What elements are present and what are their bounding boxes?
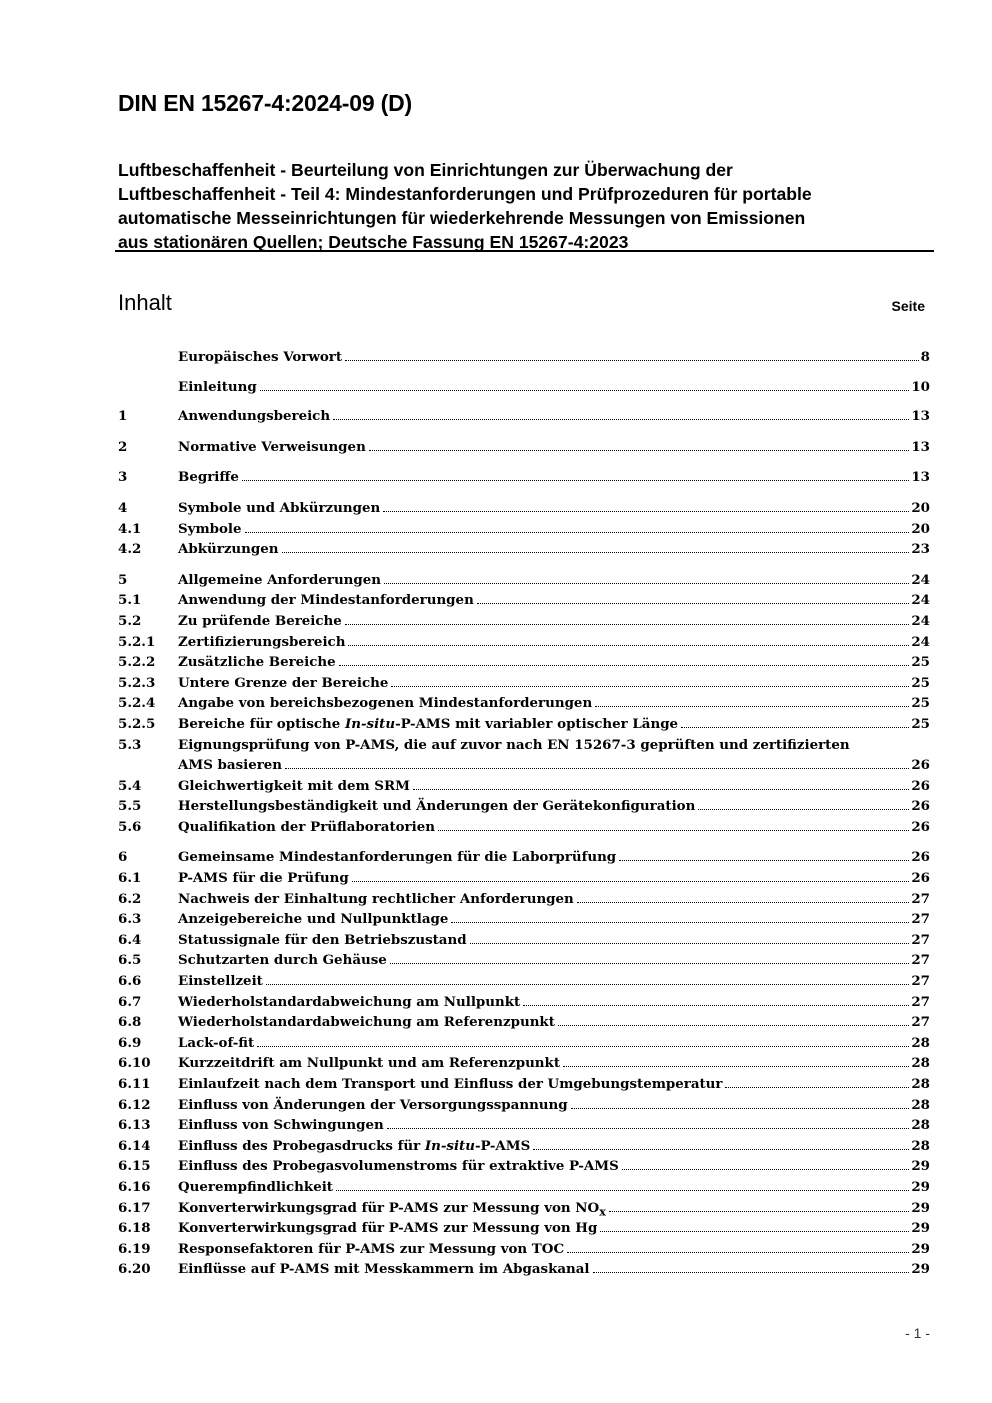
toc-entry-title xyxy=(178,1136,530,1157)
toc-entry[interactable] xyxy=(118,406,930,427)
toc-entry[interactable] xyxy=(118,930,930,951)
toc-entry-number: 6.14 xyxy=(118,1137,151,1154)
toc-leader-dots xyxy=(387,1115,910,1129)
toc-entry[interactable] xyxy=(118,498,930,519)
toc-leader-dots xyxy=(348,632,909,646)
toc-entry-page: 27 xyxy=(911,931,930,948)
toc-entry[interactable] xyxy=(118,693,930,714)
toc-entry-title: Schutzarten durch Gehäuse xyxy=(178,952,387,969)
toc-entry[interactable] xyxy=(118,992,930,1013)
toc-title-italic: In-situ xyxy=(424,1137,475,1154)
toc-entry-page: 8 xyxy=(920,349,930,365)
toc-entry[interactable] xyxy=(118,632,930,653)
toc-leader-dots xyxy=(339,652,910,666)
toc-leader-dots xyxy=(245,519,910,533)
toc-entry-title: Einstellzeit xyxy=(178,973,263,990)
toc-entry-title: Zertifizierungsbereich xyxy=(178,633,346,650)
toc-entry[interactable] xyxy=(118,673,930,694)
toc-entry-page: 26 xyxy=(911,798,930,815)
document-subtitle xyxy=(118,158,933,254)
toc-entry-number: 6.15 xyxy=(118,1158,151,1175)
toc-entry-title: Anwendung der Mindestanforderungen xyxy=(178,592,474,609)
toc-entry[interactable] xyxy=(118,1012,930,1033)
toc-leader-dots xyxy=(698,796,909,810)
toc-entry-title: Begriffe xyxy=(178,469,239,486)
toc-entry-number: 6.17 xyxy=(118,1199,151,1216)
toc-heading: Inhalt xyxy=(118,290,172,315)
toc-leader-dots xyxy=(282,539,910,553)
toc-leader-dots xyxy=(567,1239,909,1253)
toc-entry-page: 24 xyxy=(911,633,930,650)
toc-entry-page: 27 xyxy=(911,952,930,969)
toc-entry-title: Anwendungsbereich xyxy=(178,408,331,425)
toc-leader-dots xyxy=(242,467,910,481)
toc-entry-page: 28 xyxy=(911,1055,930,1072)
toc-entry-title: Symbole xyxy=(178,520,242,537)
toc-leader-dots xyxy=(477,590,910,604)
toc-entry-page: 25 xyxy=(911,674,930,691)
toc-entry-title: Lack-of-fit xyxy=(178,1034,255,1051)
toc-entry-title: Einfluss von Schwingungen xyxy=(178,1117,384,1134)
toc-leader-dots xyxy=(563,1053,909,1067)
toc-entry-page: 28 xyxy=(911,1137,930,1154)
toc-entry-page: 28 xyxy=(911,1096,930,1113)
toc-leader-dots xyxy=(470,930,910,944)
toc-entry-page: 24 xyxy=(911,571,930,588)
toc-entry-page: 29 xyxy=(911,1178,930,1195)
toc-entry-number: 6.9 xyxy=(118,1034,142,1051)
toc-entry-number: 6.10 xyxy=(118,1055,151,1072)
toc-leader-dots xyxy=(260,377,910,391)
toc-leader-dots xyxy=(622,1156,910,1170)
toc-entry-title: Symbole und Abkürzungen xyxy=(178,499,381,516)
toc-leader-dots xyxy=(413,776,909,790)
toc-entry-number: 6.12 xyxy=(118,1096,151,1113)
toc-entry-page: 23 xyxy=(911,541,930,558)
toc-leader-dots xyxy=(609,1198,910,1212)
toc-leader-dots xyxy=(595,693,909,707)
toc-entry[interactable] xyxy=(118,437,930,458)
toc-entry-title: Konverterwirkungsgrad für P-AMS zur Messung von Hg xyxy=(178,1220,598,1237)
toc-entry-page: 27 xyxy=(911,890,930,907)
toc-entry-number: 5.2.5 xyxy=(118,715,156,732)
toc-entry-page: 25 xyxy=(911,695,930,712)
toc-entry-title: Gemeinsame Mindestanforderungen für die Laborprüfung xyxy=(178,849,617,866)
toc-entry-page: 27 xyxy=(911,993,930,1010)
subtitle-line: aus stationären Quellen; Deutsche Fassung EN 15267-4:2023 xyxy=(118,232,629,252)
toc-entry[interactable] xyxy=(118,1177,930,1198)
toc-leader-dots xyxy=(384,570,909,584)
toc-entry-page: 20 xyxy=(911,499,930,516)
toc-entry-title: P-AMS für die Prüfung xyxy=(178,870,349,887)
toc-entry-title: Qualifikation der Prüflaboratorien xyxy=(178,818,435,835)
toc-entry-title: Zusätzliche Bereiche xyxy=(178,654,336,671)
toc-entry-page: 29 xyxy=(911,1220,930,1237)
toc-entry-title: Angabe von bereichsbezogenen Mindestanforderungen xyxy=(178,695,593,712)
toc-leader-dots xyxy=(571,1095,910,1109)
toc-entry-number: 5.2.4 xyxy=(118,695,156,712)
toc-entry-number: 5.3 xyxy=(118,736,142,753)
toc-entry-number: 6.18 xyxy=(118,1220,151,1237)
toc-entry-page: 29 xyxy=(911,1199,930,1216)
toc-leader-dots xyxy=(391,673,909,687)
toc-entry[interactable] xyxy=(118,1156,930,1177)
toc-entry[interactable] xyxy=(118,868,930,889)
toc-entry-number: 6.5 xyxy=(118,952,142,969)
toc-entry-page: 27 xyxy=(911,973,930,990)
toc-page-column-label: Seite xyxy=(891,298,925,314)
toc-entry-page: 26 xyxy=(911,849,930,866)
toc-entry[interactable] xyxy=(118,347,930,368)
toc-entry[interactable] xyxy=(118,714,930,735)
toc-entry-page: 25 xyxy=(911,715,930,732)
toc-entry-page: 13 xyxy=(911,438,930,455)
toc-entry-page: 29 xyxy=(911,1240,930,1257)
toc-entry[interactable] xyxy=(118,377,930,398)
page-number: - 1 - xyxy=(905,1325,930,1341)
toc-entry[interactable] xyxy=(118,909,930,930)
toc-leader-dots xyxy=(619,847,909,861)
subtitle-line: Luftbeschaffenheit - Teil 4: Mindestanforderungen und Prüfprozeduren für portable xyxy=(118,184,812,204)
toc-entry-number: 5 xyxy=(118,571,128,588)
toc-title-subscript: x xyxy=(599,1205,606,1219)
toc-entry-title: Einfluss von Änderungen der Versorgungsspannung xyxy=(178,1096,568,1113)
toc-entry-number: 5.4 xyxy=(118,777,142,794)
toc-entry-number: 6.16 xyxy=(118,1178,151,1195)
toc-entry-number: 5.6 xyxy=(118,818,142,835)
toc-entry-page: 26 xyxy=(911,777,930,794)
toc-entry-number: 6.13 xyxy=(118,1117,151,1134)
toc-entry-number: 6.11 xyxy=(118,1076,151,1092)
toc-entry-page: 13 xyxy=(911,408,930,425)
toc-entry[interactable] xyxy=(118,971,930,992)
toc-entry-page: 28 xyxy=(911,1117,930,1134)
toc-entry-number: 4.2 xyxy=(118,541,142,558)
toc-entry-page: 28 xyxy=(911,1034,930,1051)
toc-entry[interactable] xyxy=(118,1095,930,1116)
toc-entry-number: 3 xyxy=(118,469,128,486)
toc-entry[interactable] xyxy=(118,467,930,488)
toc-entry-page: 20 xyxy=(911,520,930,537)
toc-entry-page: 27 xyxy=(911,1014,930,1031)
toc-entry-number: 5.2 xyxy=(118,612,142,629)
toc-entry-title: Einleitung xyxy=(178,378,257,395)
toc-leader-dots xyxy=(345,347,919,361)
toc-entry[interactable] xyxy=(118,1053,930,1074)
document-title: DIN EN 15267-4:2024-09 (D) xyxy=(118,90,412,116)
toc-entry-page: 24 xyxy=(911,612,930,629)
toc-entry-title: Europäisches Vorwort xyxy=(178,349,343,365)
toc-entry[interactable] xyxy=(118,570,930,591)
toc-entry[interactable] xyxy=(118,950,930,971)
toc-leader-dots xyxy=(390,950,910,964)
toc-entry-number: 5.1 xyxy=(118,592,142,609)
toc-entry[interactable] xyxy=(118,539,930,560)
toc-leader-dots xyxy=(257,1033,909,1047)
toc-entry-number: 5.2.2 xyxy=(118,654,156,671)
toc-title-part: -P-AMS xyxy=(474,1137,531,1154)
toc-entry-title: Zu prüfende Bereiche xyxy=(178,612,342,629)
toc-entry-number: 6.7 xyxy=(118,993,142,1010)
toc-entry-page: 29 xyxy=(911,1158,930,1175)
toc-entry-page: 26 xyxy=(911,818,930,835)
toc-entry[interactable] xyxy=(118,847,930,868)
toc-entry[interactable] xyxy=(118,1136,930,1157)
toc-entry-number: 1 xyxy=(118,408,128,425)
toc-entry-title: Eignungsprüfung von P-AMS, die auf zuvor nach EN 15267-3 geprüften und zertifizierten xyxy=(178,736,850,753)
toc-entry[interactable] xyxy=(118,889,930,910)
toc-entry-number: 5.2.1 xyxy=(118,633,156,650)
toc-entry-number: 5.5 xyxy=(118,798,142,815)
toc-entry[interactable] xyxy=(118,1115,930,1136)
toc-entry-title: Gleichwertigkeit mit dem SRM xyxy=(178,777,410,794)
toc-leader-dots xyxy=(577,889,910,903)
title-divider xyxy=(115,250,934,252)
toc-entry-title: Querempfindlichkeit xyxy=(178,1178,333,1195)
toc-entry-page: 13 xyxy=(911,469,930,486)
toc-title-italic: In-situ xyxy=(344,715,396,732)
toc-entry-title xyxy=(178,714,678,735)
toc-title-part: Einfluss des Probegasdrucks für xyxy=(178,1137,425,1154)
toc-entry-title: Statussignale für den Betriebszustand xyxy=(178,931,467,948)
toc-entry-title: Normative Verweisungen xyxy=(178,438,366,455)
toc-entry-page: 10 xyxy=(911,378,930,395)
toc-entry-number: 6.4 xyxy=(118,931,142,948)
toc-entry-page: 26 xyxy=(911,870,930,887)
toc-title-part: Konverterwirkungsgrad für P-AMS zur Messung von NO xyxy=(178,1199,600,1216)
toc-leader-dots xyxy=(336,1177,909,1191)
toc-leader-dots xyxy=(558,1012,909,1026)
toc-leader-dots xyxy=(533,1136,909,1150)
toc-entry-title: Wiederholstandardabweichung am Nullpunkt xyxy=(178,993,521,1010)
toc-entry-title: Anzeigebereiche und Nullpunktlage xyxy=(178,911,449,928)
toc-title-part: Bereiche für optische xyxy=(178,715,345,732)
toc-entry-title: Einlaufzeit nach dem Transport und Einfluss der Umgebungstemperatur xyxy=(178,1076,723,1092)
toc-entry-page: 24 xyxy=(911,592,930,609)
toc-entry-number: 4.1 xyxy=(118,520,142,537)
toc-entry-page: 28 xyxy=(911,1076,930,1092)
toc-entry-title-continued: AMS basieren xyxy=(178,757,283,774)
toc-entry[interactable] xyxy=(118,611,930,632)
toc-leader-dots xyxy=(333,406,909,420)
toc-entry-number: 4 xyxy=(118,499,128,516)
toc-leader-dots xyxy=(438,817,909,831)
toc-entry[interactable] xyxy=(118,652,930,673)
toc-entry-number: 5.2.3 xyxy=(118,674,156,691)
toc-leader-dots xyxy=(593,1259,910,1273)
toc-entry-number: 6 xyxy=(118,849,128,866)
subtitle-line: automatische Messeinrichtungen für wiederkehrende Messungen von Emissionen xyxy=(118,208,806,228)
toc-entry[interactable] xyxy=(118,1218,930,1239)
toc-entry-number: 6.8 xyxy=(118,1014,142,1031)
toc-leader-dots xyxy=(345,611,910,625)
toc-leader-dots xyxy=(369,437,910,451)
toc-entry-page: 25 xyxy=(911,654,930,671)
toc-entry-number: 2 xyxy=(118,438,128,455)
toc-entry-title: Untere Grenze der Bereiche xyxy=(178,674,389,691)
toc-title-part: -P-AMS mit variabler optischer Länge xyxy=(395,715,679,732)
toc-entry-number: 6.2 xyxy=(118,890,142,907)
toc-entry[interactable] xyxy=(118,735,930,776)
toc-entry[interactable] xyxy=(118,796,930,817)
toc-entry-title: Wiederholstandardabweichung am Referenzpunkt xyxy=(178,1014,555,1031)
toc-entry-page: 27 xyxy=(911,911,930,928)
toc-entry-title: Kurzzeitdrift am Nullpunkt und am Referenzpunkt xyxy=(178,1055,561,1072)
toc-entry[interactable] xyxy=(118,1239,930,1260)
toc-leader-dots xyxy=(681,714,909,728)
toc-entry-number: 6.6 xyxy=(118,973,142,990)
toc-entry-title: Allgemeine Anforderungen xyxy=(178,571,382,588)
toc-leader-dots xyxy=(383,498,909,512)
toc-leader-dots xyxy=(523,992,909,1006)
toc-leader-dots xyxy=(451,909,909,923)
table-of-contents xyxy=(118,347,930,1280)
toc-entry-title: Responsefaktoren für P-AMS zur Messung von TOC xyxy=(178,1240,565,1257)
toc-entry[interactable] xyxy=(118,590,930,611)
toc-entry[interactable] xyxy=(118,519,930,540)
toc-leader-dots xyxy=(725,1074,909,1088)
toc-leader-dots xyxy=(266,971,910,985)
toc-entry-title: Einflüsse auf P-AMS mit Messkammern im Abgaskanal xyxy=(178,1261,590,1278)
toc-entry-title: Herstellungsbeständigkeit und Änderungen der Gerätekonfiguration xyxy=(178,798,696,815)
subtitle-line: Luftbeschaffenheit - Beurteilung von Einrichtungen zur Überwachung der xyxy=(118,160,733,180)
toc-entry[interactable] xyxy=(118,1198,930,1219)
toc-leader-dots xyxy=(285,755,909,769)
toc-entry[interactable] xyxy=(118,817,930,838)
toc-entry[interactable] xyxy=(118,1259,930,1280)
toc-entry-number: 6.19 xyxy=(118,1240,151,1257)
toc-entry-title: Nachweis der Einhaltung rechtlicher Anforderungen xyxy=(178,890,574,907)
toc-entry-title: Abkürzungen xyxy=(178,541,279,558)
toc-entry[interactable] xyxy=(118,1074,930,1095)
toc-entry[interactable] xyxy=(118,776,930,797)
toc-entry-number: 6.20 xyxy=(118,1261,151,1278)
toc-entry-page: 29 xyxy=(911,1261,930,1278)
toc-entry[interactable] xyxy=(118,1033,930,1054)
toc-leader-dots xyxy=(600,1218,909,1232)
toc-entry-number: 6.1 xyxy=(118,870,142,887)
toc-entry-title: Einfluss des Probegasvolumenstroms für extraktive P-AMS xyxy=(178,1158,619,1175)
toc-entry-number: 6.3 xyxy=(118,911,142,928)
toc-leader-dots xyxy=(352,868,910,882)
toc-entry-page: 26 xyxy=(911,757,930,774)
